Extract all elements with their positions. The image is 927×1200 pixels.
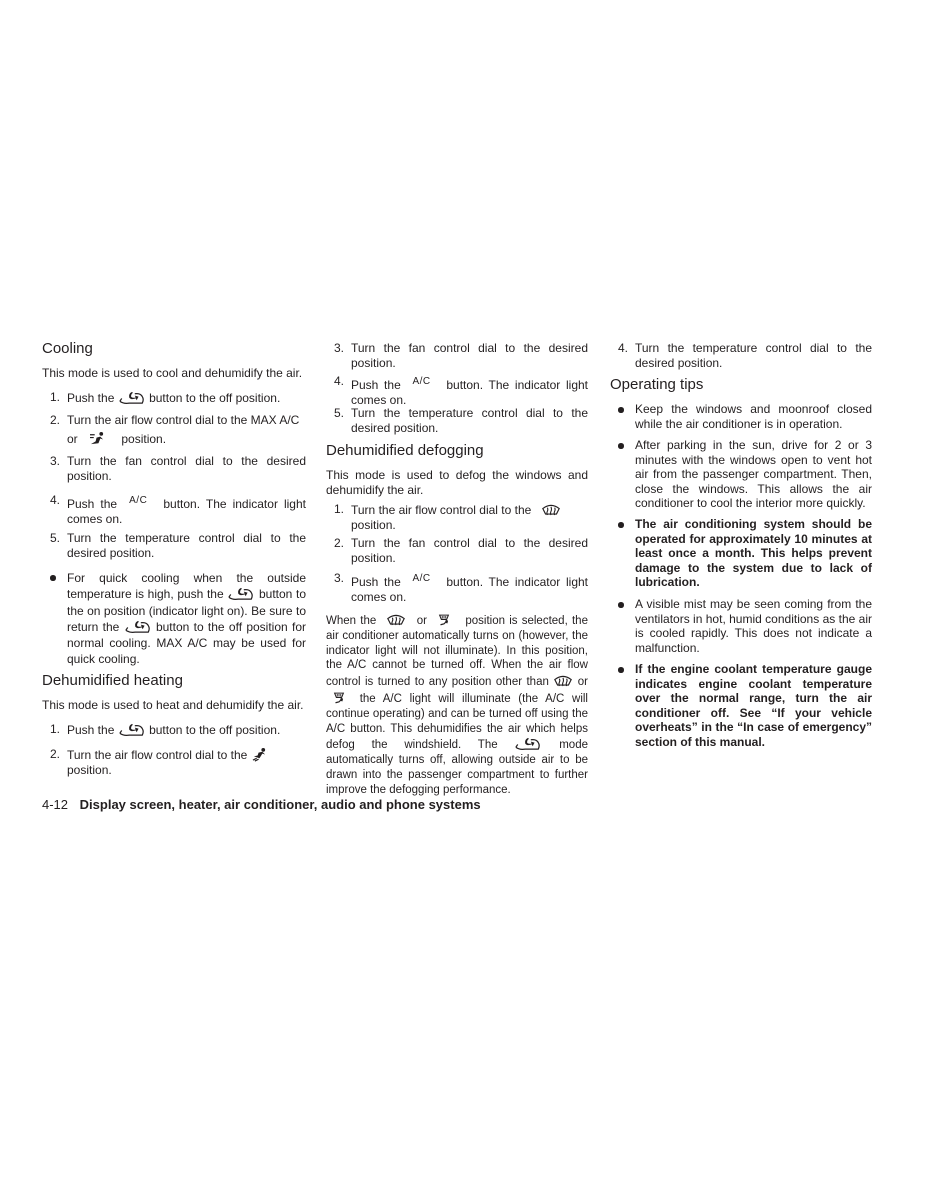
cooling-step-4-cont <box>326 374 588 408</box>
note-text: When the <box>326 615 377 627</box>
bullet-dot <box>618 667 624 673</box>
defog-step-4-cont <box>610 341 872 371</box>
max-ac-vent-icon <box>89 431 106 446</box>
cooling-intro: This mode is used to cool and dehumidify the air. <box>42 366 303 380</box>
ac-label: A/C <box>412 573 431 584</box>
tip-text: Keep the windows and moonroof closed while the air conditioner is in operation. <box>635 402 872 431</box>
step-text: Turn the fan control dial to the desired position. <box>67 454 306 483</box>
step-number: 2. <box>50 413 61 427</box>
step-text: Push the <box>351 575 401 589</box>
defog-step-3 <box>326 571 588 605</box>
recirculation-icon <box>514 736 542 751</box>
foot-defrost-icon <box>332 690 346 705</box>
defog-step-2 <box>326 536 588 566</box>
step-number: 1. <box>50 390 61 404</box>
tip-bullet <box>610 517 872 590</box>
page-number: 4-12 <box>42 797 69 812</box>
cooling-step-3 <box>42 454 306 484</box>
step-number: 5. <box>50 531 61 545</box>
bullet-text: button to the on position (indicator light on). Be sure to return the <box>67 587 306 634</box>
ac-label: A/C <box>412 376 431 387</box>
cooling-step-3-cont <box>326 341 588 371</box>
cooling-step-5-cont <box>326 406 588 436</box>
step-text: Turn the air flow control dial to the MAX A/C <box>67 413 300 427</box>
step-text: button. The indicator light comes on. <box>351 378 589 407</box>
step-number: 3. <box>334 341 345 355</box>
tip-text: The air conditioning system should be operated for approximately 10 minutes at least once a month. This helps prevent damage to the system due to lack of lubrication. <box>635 517 872 589</box>
step-text: button to the off position. <box>149 723 281 737</box>
bullet-dot <box>618 407 624 413</box>
tip-bullet <box>610 438 872 511</box>
defogging-heading: Dehumidified defogging <box>326 442 484 459</box>
defogging-intro: This mode is used to defog the windows and dehumidify the air. <box>326 468 588 497</box>
bullet-text: For quick cooling when the outside temperature is high, push the <box>67 571 306 602</box>
step-text: Turn the air flow control dial to the <box>351 503 532 517</box>
step-text: Turn the fan control dial to the desired position. <box>351 341 588 370</box>
step-number: 4. <box>618 341 629 355</box>
defog-note <box>326 612 588 798</box>
tip-text: A visible mist may be seen coming from the ventilators in hot, humid conditions as the air is cooled rapidly. This does not indicate a malfunction. <box>635 597 872 655</box>
step-number: 4. <box>334 374 345 388</box>
defrost-icon <box>553 673 573 688</box>
defrost-icon <box>541 502 561 517</box>
step-number: 3. <box>50 454 61 468</box>
recirculation-icon <box>118 390 146 405</box>
step-text: button. The indicator light comes on. <box>351 575 589 604</box>
step-number: 5. <box>334 406 345 420</box>
bullet-text: button to the off position for normal cooling. MAX A/C may be used for quick cooling. <box>67 619 306 667</box>
step-text: Turn the air flow control dial to the <box>67 748 248 762</box>
step-number: 1. <box>50 722 61 736</box>
tip-bullet <box>610 402 872 431</box>
tip-bullet <box>610 597 872 655</box>
bullet-dot <box>50 575 56 581</box>
floor-vent-icon <box>251 747 268 762</box>
note-text: mode automatically turns off, allowing outside air to be drawn into the passenger compartment to further improve the defogging performance. <box>326 739 588 796</box>
step-number: 1. <box>334 502 345 516</box>
foot-defrost-icon <box>437 612 451 627</box>
step-number: 2. <box>334 536 345 550</box>
recirculation-icon <box>118 722 146 737</box>
bullet-dot <box>618 522 624 528</box>
step-text: position. <box>351 518 396 532</box>
step-text: Push the <box>67 391 115 405</box>
step-text: Turn the temperature control dial to the desired position. <box>635 341 872 370</box>
step-text: Turn the fan control dial to the desired position. <box>351 536 588 565</box>
tip-text: If the engine coolant temperature gauge indicates engine coolant temperature over the normal range, turn the air conditioner off. See “If your vehicle overheats” in the “In case of emergency” section of this manual. <box>635 662 872 749</box>
step-text: Push the <box>351 378 401 392</box>
cooling-step-2 <box>42 413 306 447</box>
heating-intro: This mode is used to heat and dehumidify the air. <box>42 698 304 712</box>
step-text: Turn the temperature control dial to the desired position. <box>67 531 306 560</box>
cooling-step-4 <box>42 493 306 527</box>
step-number: 3. <box>334 571 345 585</box>
recirculation-icon <box>124 619 152 634</box>
step-text: button. The indicator light comes on. <box>67 497 306 526</box>
cooling-bullet <box>42 570 306 668</box>
note-text: position is selected, the air conditioner automatically turns on (however, the indicator light will not illuminate). In this position, the A/C cannot be turned off. When the air flow control is turned to any position other than <box>326 615 588 689</box>
defog-step-1 <box>326 502 588 533</box>
heating-step-2 <box>42 747 306 778</box>
operating-tips-heading: Operating tips <box>610 376 704 393</box>
bullet-dot <box>618 443 624 449</box>
note-text: or <box>577 676 589 689</box>
heating-step-1 <box>42 722 306 738</box>
note-text: the A/C light will illuminate (the A/C will continue operating) and can be turned off using the A/C button. This dehumidifies the air which helps defog the windshield. The <box>326 692 588 752</box>
step-text: Turn the temperature control dial to the desired position. <box>351 406 588 435</box>
step-number: 4. <box>50 493 61 507</box>
step-text: button to the off position. <box>149 391 281 405</box>
tip-bullet <box>610 662 872 749</box>
recirculation-icon <box>227 586 255 601</box>
step-number: 2. <box>50 747 61 761</box>
ac-label: A/C <box>129 495 148 506</box>
cooling-step-1 <box>42 390 306 406</box>
step-text: or <box>67 432 78 446</box>
note-text: or <box>416 615 427 627</box>
bullet-dot <box>618 602 624 608</box>
step-text: position. <box>67 763 112 777</box>
cooling-heading: Cooling <box>42 340 93 357</box>
tip-text: After parking in the sun, drive for 2 or 3 minutes with the windows open to vent hot air from the passenger compartment. Then, close the windows. This allows the air conditioner to cool the interior more quickly. <box>635 438 872 510</box>
defrost-icon <box>386 612 406 627</box>
step-text: Push the <box>67 497 118 511</box>
page-footer <box>42 797 481 812</box>
cooling-step-5 <box>42 531 306 561</box>
step-text: Push the <box>67 723 115 737</box>
chapter-title: Display screen, heater, air conditioner, audio and phone systems <box>79 797 481 812</box>
heating-heading: Dehumidified heating <box>42 672 183 689</box>
step-text: position. <box>121 432 167 446</box>
